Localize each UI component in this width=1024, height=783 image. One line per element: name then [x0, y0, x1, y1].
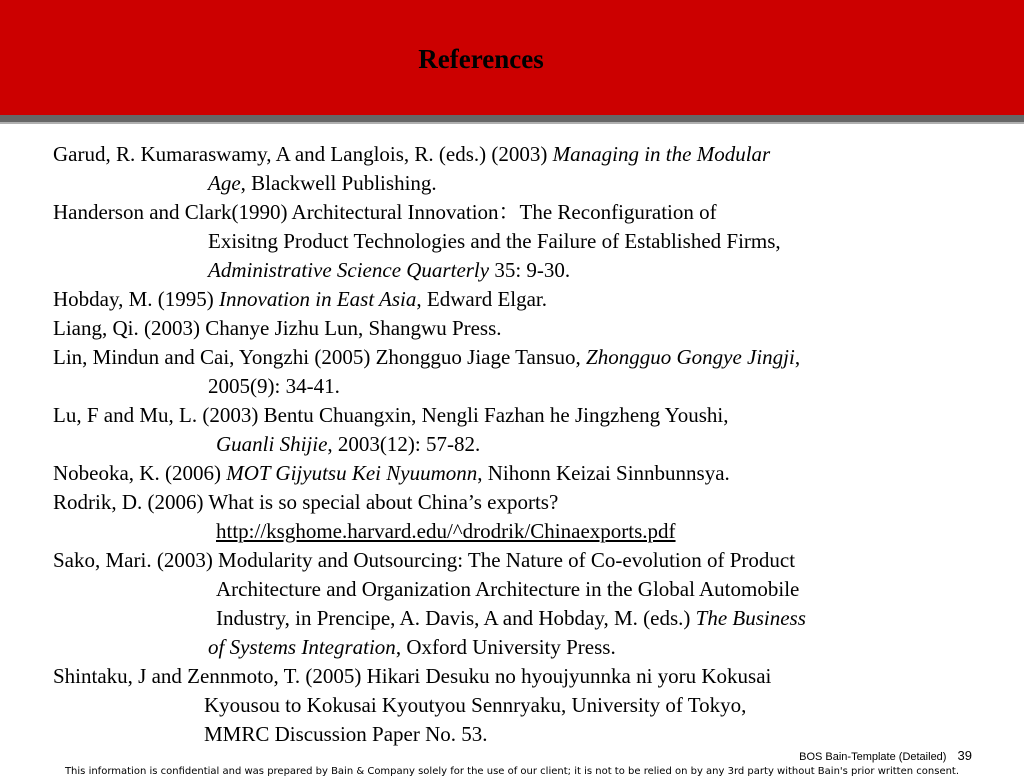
reference-continuation [216, 604, 806, 633]
reference-continuation [204, 720, 488, 749]
divider-light [0, 122, 1024, 124]
reference-text: Handerson and Clark(1990) Architectural Innovation：The Reconfiguration of [53, 200, 717, 224]
reference-continuation [208, 372, 340, 401]
reference-text: Hobday, M. (1995) [53, 287, 220, 311]
reference-continuation [216, 517, 676, 546]
divider-dark [0, 115, 1024, 122]
reference-text: , Nihonn Keizai Sinnbunnsya. [477, 461, 730, 485]
reference-text: Rodrik, D. (2006) What is so special about China’s exports? [53, 490, 559, 514]
reference-text: Garud, R. Kumaraswamy, A and Langlois, R. (eds.) (2003) [53, 142, 553, 166]
reference-text: Kyousou to Kokusai Kyoutyou Sennryaku, University of Tokyo, [204, 693, 747, 717]
reference-text: 2005(9): 34-41. [208, 374, 340, 398]
reference-entry [53, 314, 502, 343]
reference-text: 35: 9-30. [489, 258, 571, 282]
reference-title-italic: Zhongguo Gongye Jingji [586, 345, 795, 369]
reference-text: , Blackwell Publishing. [240, 171, 437, 195]
reference-entry [53, 140, 770, 169]
reference-entry [53, 343, 800, 372]
reference-text: , Edward Elgar. [416, 287, 548, 311]
reference-link[interactable]: http://ksghome.harvard.edu/^drodrik/Chinaexports.pdf [216, 519, 676, 543]
footer-label: BOS Bain-Template (Detailed) [799, 751, 947, 763]
reference-continuation [204, 691, 746, 720]
reference-text: , 2003(12): 57-82. [327, 432, 481, 456]
reference-text: Lu, F and Mu, L. (2003) Bentu Chuangxin, Nengli Fazhan he Jingzheng Youshi, [53, 403, 729, 427]
reference-entry [53, 546, 795, 575]
reference-text: Liang, Qi. (2003) Chanye Jizhu Lun, Shangwu Press. [53, 316, 502, 340]
reference-continuation [208, 169, 437, 198]
reference-text: , [794, 345, 801, 369]
reference-continuation [208, 256, 570, 285]
reference-text: MMRC Discussion Paper No. 53. [204, 722, 488, 746]
reference-entry [53, 488, 558, 517]
reference-text: Exisitng Product Technologies and the Failure of Established Firms, [208, 229, 781, 253]
reference-text: Nobeoka, K. (2006) [53, 461, 227, 485]
confidentiality-notice: This information is confidential and was prepared by Bain & Company solely for the use of our client; it is not to be relied on by any 3rd party without Bain's prior written consent. [64, 766, 960, 777]
reference-title-italic: Guanli Shijie [216, 432, 328, 456]
reference-continuation [208, 633, 616, 662]
reference-text: , Oxford University Press. [395, 635, 616, 659]
reference-title-italic: The Business [695, 606, 806, 630]
reference-text: Architecture and Organization Architecture in the Global Automobile [216, 577, 800, 601]
reference-continuation [216, 575, 799, 604]
reference-entry [53, 662, 771, 691]
reference-title-italic: MOT Gijyutsu Kei Nyuumonn [226, 461, 478, 485]
page-number: 39 [957, 748, 972, 763]
reference-title-italic: Innovation in East Asia [219, 287, 417, 311]
reference-title-italic: Administrative Science Quarterly [208, 258, 490, 282]
reference-entry [53, 401, 728, 430]
reference-entry [53, 285, 547, 314]
footer-template-info [799, 748, 972, 763]
reference-entry [53, 459, 730, 488]
reference-title-italic: Managing in the Modular [552, 142, 771, 166]
reference-entry [53, 198, 717, 227]
reference-title-italic: Age [208, 171, 241, 195]
reference-text: Industry, in Prencipe, A. Davis, A and Hobday, M. (eds.) [216, 606, 696, 630]
reference-continuation [216, 430, 480, 459]
slide-title: References [418, 44, 544, 74]
reference-text: Sako, Mari. (2003) Modularity and Outsourcing: The Nature of Co-evolution of Product [53, 548, 796, 572]
reference-text: Lin, Mindun and Cai, Yongzhi (2005) Zhongguo Jiage Tansuo, [53, 345, 587, 369]
reference-title-italic: of Systems Integration [208, 635, 396, 659]
reference-continuation [208, 227, 781, 256]
reference-text: Shintaku, J and Zennmoto, T. (2005) Hikari Desuku no hyoujyunnka ni yoru Kokusai [53, 664, 772, 688]
